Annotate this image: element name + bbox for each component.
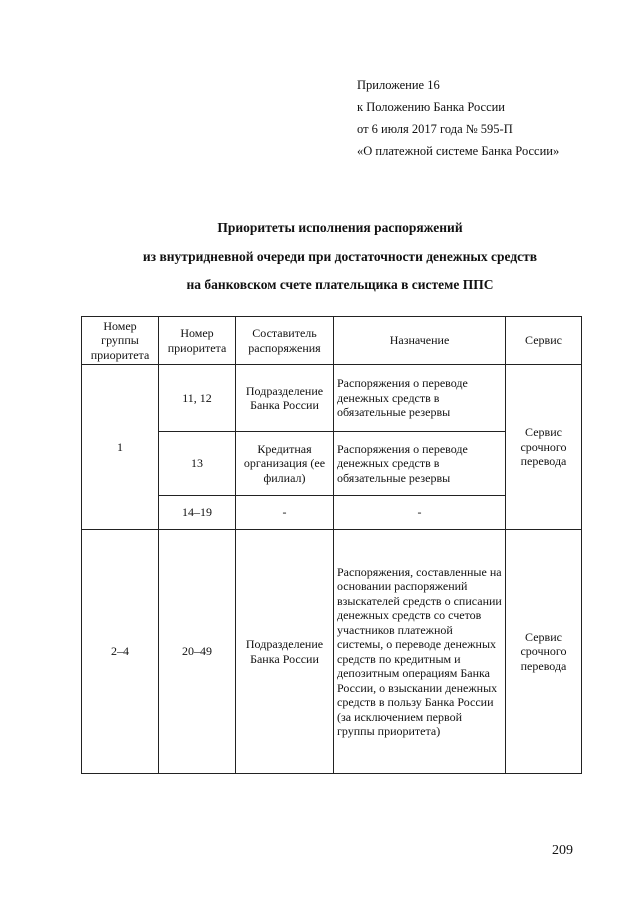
purpose-cell: Распоряжения о переводе денежных средств в обязательные резервы	[334, 432, 506, 496]
title-line: из внутридневной очереди при достаточности денежных средств	[142, 248, 538, 264]
header-purpose: Назначение	[334, 317, 506, 365]
appendix-reference	[357, 74, 559, 162]
service-cell: Сервис срочного перевода	[506, 530, 582, 774]
table-row	[82, 365, 582, 432]
table-row	[82, 530, 582, 774]
appendix-line: Приложение 16	[357, 78, 440, 92]
author-cell: -	[236, 496, 334, 530]
header-service: Сервис	[506, 317, 582, 365]
header-priority-number: Номер приоритета	[159, 317, 236, 365]
priority-table	[81, 316, 582, 774]
group-number-cell: 2–4	[82, 530, 159, 774]
author-cell: Кредитная организация (ее филиал)	[236, 432, 334, 496]
priority-cell: 14–19	[159, 496, 236, 530]
title-line: на банковском счете плательщика в системе ППС	[186, 277, 494, 292]
priority-cell: 20–49	[159, 530, 236, 774]
appendix-line: от 6 июля 2017 года № 595-П	[357, 122, 513, 136]
header-group-number: Номер группы приоритета	[82, 317, 159, 365]
header-author: Составитель распоряжения	[236, 317, 334, 365]
purpose-cell: Распоряжения о переводе денежных средств в обязательные резервы	[334, 365, 506, 432]
title-line: Приоритеты исполнения распоряжений	[217, 220, 463, 235]
document-title	[60, 214, 620, 300]
purpose-cell: -	[334, 496, 506, 530]
group-number-cell: 1	[82, 365, 159, 530]
priority-cell: 11, 12	[159, 365, 236, 432]
author-cell: Подразделение Банка России	[236, 530, 334, 774]
author-cell: Подразделение Банка России	[236, 365, 334, 432]
purpose-cell: Распоряжения, составленные на основании распоряжений взыскателей средств о списании денежных средств со счетов участников платежной системы, о переводе денежных средств по кредитным и депозитным операциям Банка России, о взыскании денежных средств в пользу Банка России (за исключением первой группы приоритета)	[334, 530, 506, 774]
service-cell: Сервис срочного перевода	[506, 365, 582, 530]
appendix-line: «О платежной системе Банка России»	[357, 144, 560, 158]
table-header-row	[82, 317, 582, 365]
priority-cell: 13	[159, 432, 236, 496]
page-number: 209	[552, 843, 573, 858]
appendix-line: к Положению Банка России	[357, 100, 505, 114]
